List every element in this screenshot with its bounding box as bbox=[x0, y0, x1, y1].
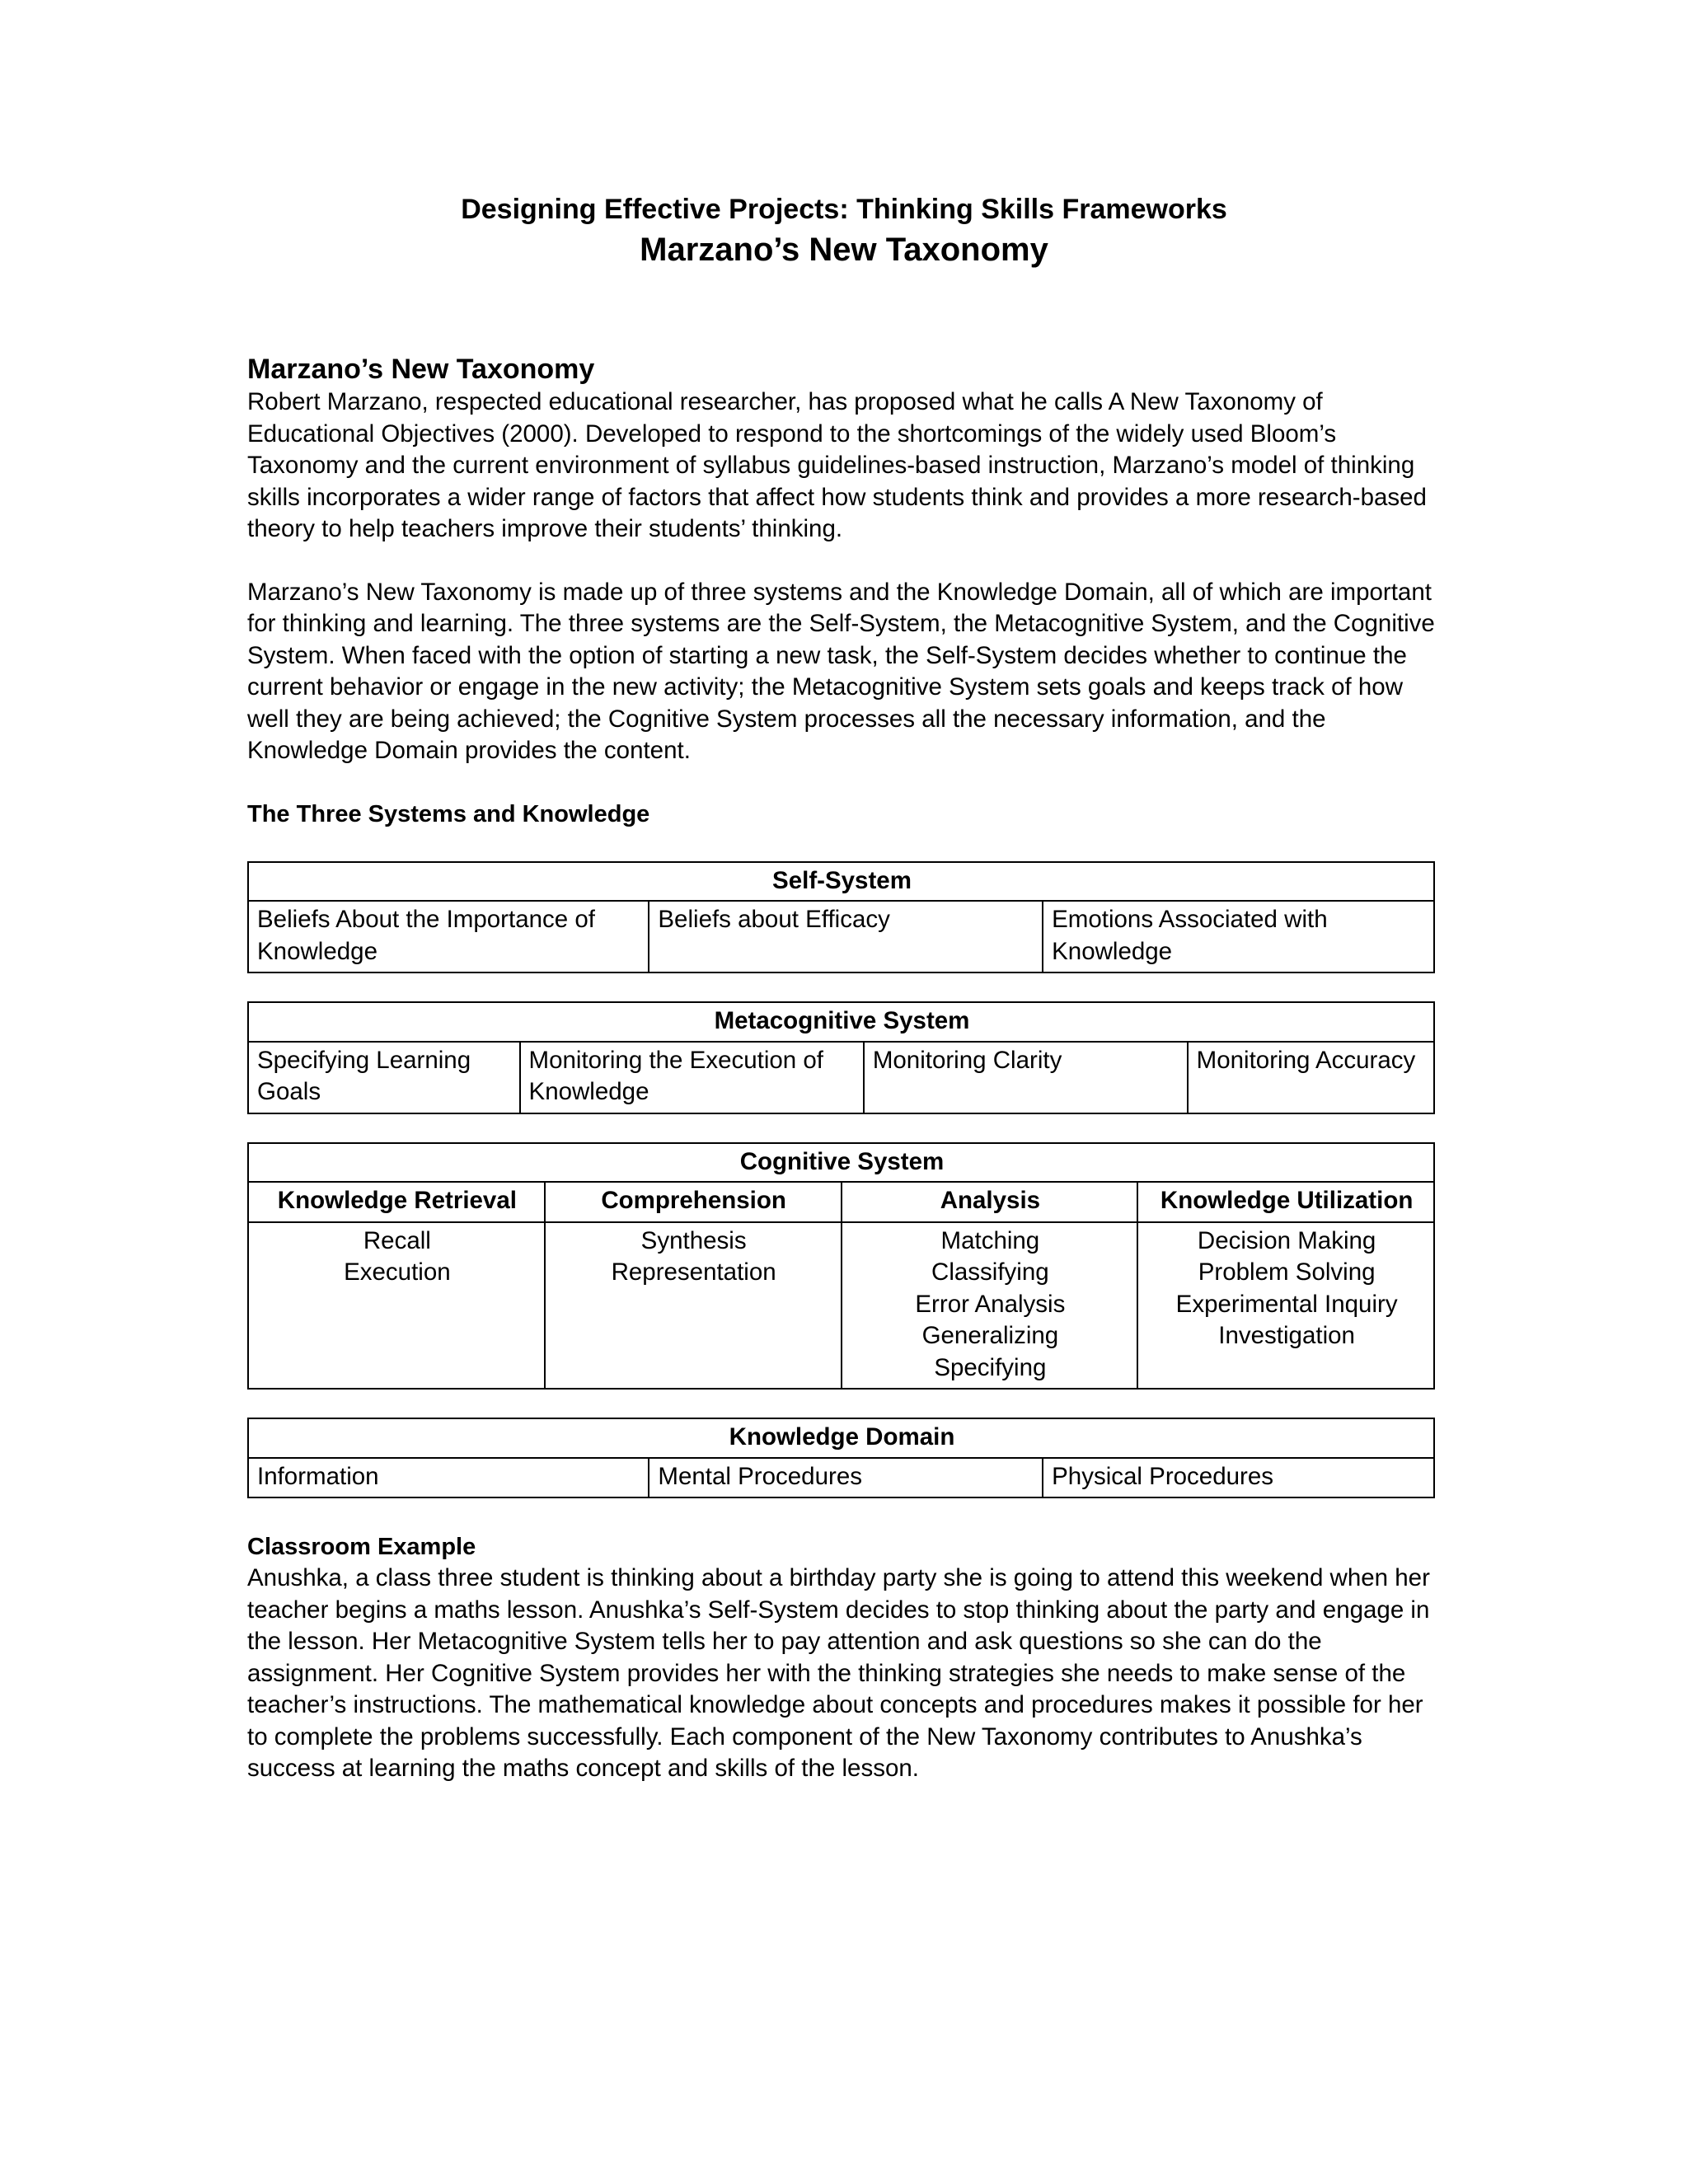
list-item: Synthesis bbox=[640, 1226, 747, 1254]
list-item: Specifying bbox=[934, 1353, 1047, 1381]
table-cognitive-system bbox=[247, 1142, 1435, 1390]
table-title-cognitive-system: Cognitive System bbox=[248, 1143, 1434, 1183]
table-knowledge-domain bbox=[247, 1418, 1435, 1498]
cell-cognitive-header-1: Comprehension bbox=[545, 1182, 842, 1222]
document-header bbox=[247, 0, 1441, 270]
cell-knowledge-domain-2: Physical Procedures bbox=[1043, 1458, 1434, 1498]
list-item: Classifying bbox=[931, 1258, 1049, 1286]
table-title-self-system: Self-System bbox=[248, 862, 1434, 902]
classroom-example-paragraph: Anushka, a class three student is thinking about a birthday party she is going to attend this weekend when her teacher begins a maths lesson. Anushka’s Self-System decides to stop thinking about the party and engage in the lesson. Her Metacognitive System tells her to pay attention and ask questions so she can do the assignment. Her Cognitive System provides her with the thinking strategies she needs to make sense of the teacher’s instructions. The mathematical knowledge about concepts and procedures makes it possible for her to complete the problems successfully. Each component of the New Taxonomy contributes to Anushka’s success at learning the maths concept and skills of the lesson. bbox=[247, 1564, 1430, 1782]
list-item: Error Analysis bbox=[915, 1290, 1066, 1318]
cell-cognitive-header-0: Knowledge Retrieval bbox=[248, 1182, 545, 1222]
list-item: Experimental Inquiry bbox=[1175, 1290, 1398, 1318]
list-item: Matching bbox=[940, 1226, 1040, 1254]
document-header-line2: Marzano’s New Taxonomy bbox=[640, 232, 1048, 268]
table-row bbox=[248, 1002, 1434, 1042]
table-title-metacognitive-system: Metacognitive System bbox=[248, 1002, 1434, 1042]
document-content bbox=[247, 0, 1441, 1785]
table-row bbox=[248, 1222, 1434, 1390]
intro-paragraph-1: Robert Marzano, respected educational researcher, has proposed what he calls A New Taxonomy of Educational Objectives (2000). Developed to respond to the shortcomings of the widely used Bloom’s Taxonomy and the current environment of syllabus guidelines-based instruction, Marzano’s model of thinking skills incorporates a wider range of factors that affect how students think and provides a more research-based theory to help teachers improve their students’ thinking. bbox=[247, 388, 1427, 542]
list-item: Execution bbox=[344, 1258, 451, 1286]
list-item: Problem Solving bbox=[1198, 1258, 1376, 1286]
page-title: Marzano’s New Taxonomy bbox=[247, 354, 595, 385]
list-item: Generalizing bbox=[921, 1322, 1059, 1349]
cell-metacognitive-1: Monitoring the Execution of Knowledge bbox=[520, 1042, 864, 1113]
cell-cognitive-items-0 bbox=[248, 1222, 545, 1390]
document-header-line1: Designing Effective Projects: Thinking Skills Frameworks bbox=[461, 194, 1227, 225]
table-row bbox=[248, 862, 1434, 902]
cell-cognitive-items-3 bbox=[1137, 1222, 1434, 1390]
cell-metacognitive-0: Specifying Learning Goals bbox=[248, 1042, 520, 1113]
cell-self-system-2: Emotions Associated with Knowledge bbox=[1043, 901, 1434, 972]
cell-self-system-1: Beliefs about Efficacy bbox=[649, 901, 1043, 972]
table-self-system bbox=[247, 861, 1435, 974]
table-row bbox=[248, 1182, 1434, 1222]
list-item: Representation bbox=[611, 1258, 776, 1286]
list-item: Decision Making bbox=[1197, 1226, 1376, 1254]
table-metacognitive-system bbox=[247, 1001, 1435, 1114]
cell-metacognitive-2: Monitoring Clarity bbox=[864, 1042, 1188, 1113]
table-row bbox=[248, 1418, 1434, 1458]
table-row bbox=[248, 1042, 1434, 1113]
table-row bbox=[248, 901, 1434, 972]
table-row bbox=[248, 1143, 1434, 1183]
cell-cognitive-items-2 bbox=[842, 1222, 1138, 1390]
classroom-example-heading: Classroom Example bbox=[247, 1534, 476, 1560]
table-row bbox=[248, 1458, 1434, 1498]
cell-cognitive-items-1 bbox=[545, 1222, 842, 1390]
cell-self-system-0: Beliefs About the Importance of Knowledge bbox=[248, 901, 649, 972]
list-item: Recall bbox=[363, 1226, 431, 1254]
cell-knowledge-domain-1: Mental Procedures bbox=[649, 1458, 1043, 1498]
table-title-knowledge-domain: Knowledge Domain bbox=[248, 1418, 1434, 1458]
list-item: Investigation bbox=[1218, 1322, 1355, 1349]
cell-cognitive-header-2: Analysis bbox=[842, 1182, 1138, 1222]
cell-cognitive-header-3: Knowledge Utilization bbox=[1137, 1182, 1434, 1222]
cell-knowledge-domain-0: Information bbox=[248, 1458, 649, 1498]
cell-metacognitive-3: Monitoring Accuracy bbox=[1188, 1042, 1434, 1113]
intro-paragraph-2: Marzano’s New Taxonomy is made up of three systems and the Knowledge Domain, all of which are important for thinking and learning. The three systems are the Self-System, the Metacognitive System, and the Cognitive System. When faced with the option of starting a new task, the Self-System decides whether to continue the current behavior or engage in the new activity; the Metacognitive System sets goals and keeps track of how well they are being achieved; the Cognitive System processes all the necessary information, and the Knowledge Domain provides the content. bbox=[247, 578, 1435, 764]
three-systems-heading: The Three Systems and Knowledge bbox=[247, 800, 650, 827]
